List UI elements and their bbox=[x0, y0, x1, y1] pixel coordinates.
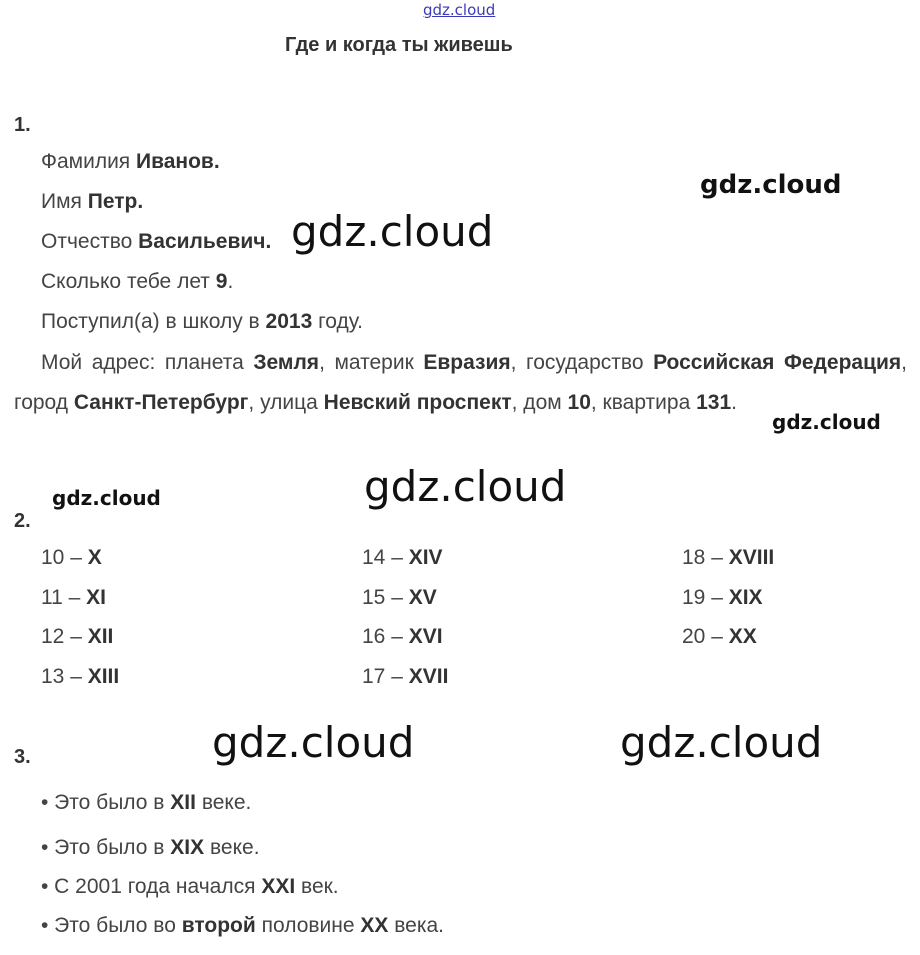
watermark: gdz.cloud bbox=[52, 486, 161, 510]
school-line bbox=[41, 310, 363, 334]
age-label: Сколько тебе лет bbox=[41, 270, 216, 293]
patronymic-value: Васильевич. bbox=[138, 230, 272, 253]
surname-line bbox=[41, 150, 220, 174]
patronymic-label: Отчество bbox=[41, 230, 139, 253]
watermark: gdz.cloud bbox=[212, 718, 415, 767]
roman-item: 10 – X bbox=[41, 546, 102, 569]
watermark: gdz.cloud bbox=[364, 462, 567, 511]
address-city: Санкт-Петербург bbox=[73, 391, 249, 414]
roman-item: 12 – XII bbox=[41, 625, 114, 648]
address-text: . bbox=[731, 391, 737, 414]
roman-item: 17 – XVII bbox=[362, 665, 449, 688]
roman-item: 20 – XX bbox=[682, 625, 757, 648]
answer-bullet: • Это было в XIX веке. bbox=[41, 836, 260, 859]
address-text: , улица bbox=[248, 391, 324, 414]
address-country: Российская Федерация bbox=[653, 351, 902, 374]
roman-item: 16 – XVI bbox=[362, 625, 443, 648]
age-line bbox=[41, 270, 233, 294]
patronymic-line bbox=[41, 230, 271, 254]
roman-item: 11 – XI bbox=[41, 586, 106, 609]
roman-item: 18 – XVIII bbox=[682, 546, 775, 569]
address-planet: Земля bbox=[253, 351, 320, 374]
address-text: , город bbox=[14, 351, 907, 414]
watermark: gdz.cloud bbox=[291, 207, 494, 256]
watermark: gdz.cloud bbox=[772, 410, 881, 434]
roman-item: 15 – XV bbox=[362, 586, 437, 609]
address-text: , дом bbox=[511, 391, 568, 414]
address-continent: Евразия bbox=[423, 351, 511, 374]
answer-bullet: • Это было во второй половине XX века. bbox=[41, 914, 445, 937]
surname-label: Фамилия bbox=[41, 150, 137, 173]
section-number: 1. bbox=[14, 114, 31, 136]
address-text: , материк bbox=[319, 351, 424, 374]
age-value: 9 bbox=[215, 270, 228, 293]
address-paragraph bbox=[14, 343, 907, 423]
address-text: , государство bbox=[510, 351, 654, 374]
name-label: Имя bbox=[41, 190, 88, 213]
address-street: Невский проспект bbox=[323, 391, 512, 414]
school-label: Поступил(а) в школу в bbox=[41, 310, 266, 333]
address-text: , квартира bbox=[590, 391, 697, 414]
roman-item: 19 – XIX bbox=[682, 586, 763, 609]
address-text: Мой адрес: планета bbox=[41, 351, 254, 374]
watermark-top: gdz.cloud bbox=[423, 1, 496, 19]
address-flat: 131 bbox=[696, 391, 732, 414]
school-end: году. bbox=[312, 310, 364, 333]
watermark: gdz.cloud bbox=[620, 718, 823, 767]
section-number: 3. bbox=[14, 746, 31, 768]
page-title: Где и когда ты живешь bbox=[285, 34, 513, 56]
section-number: 2. bbox=[14, 510, 31, 532]
roman-item: 14 – XIV bbox=[362, 546, 443, 569]
roman-item: 13 – XIII bbox=[41, 665, 120, 688]
school-year: 2013 bbox=[265, 310, 313, 333]
address-house: 10 bbox=[567, 391, 591, 414]
watermark: gdz.cloud bbox=[700, 170, 842, 200]
name-value: Петр. bbox=[87, 190, 144, 213]
answer-bullet: • С 2001 года начался XXI век. bbox=[41, 875, 339, 898]
answer-bullet: • Это было в XII веке. bbox=[41, 791, 252, 814]
name-line bbox=[41, 190, 143, 214]
age-end: . bbox=[227, 270, 234, 293]
surname-value: Иванов. bbox=[136, 150, 220, 173]
